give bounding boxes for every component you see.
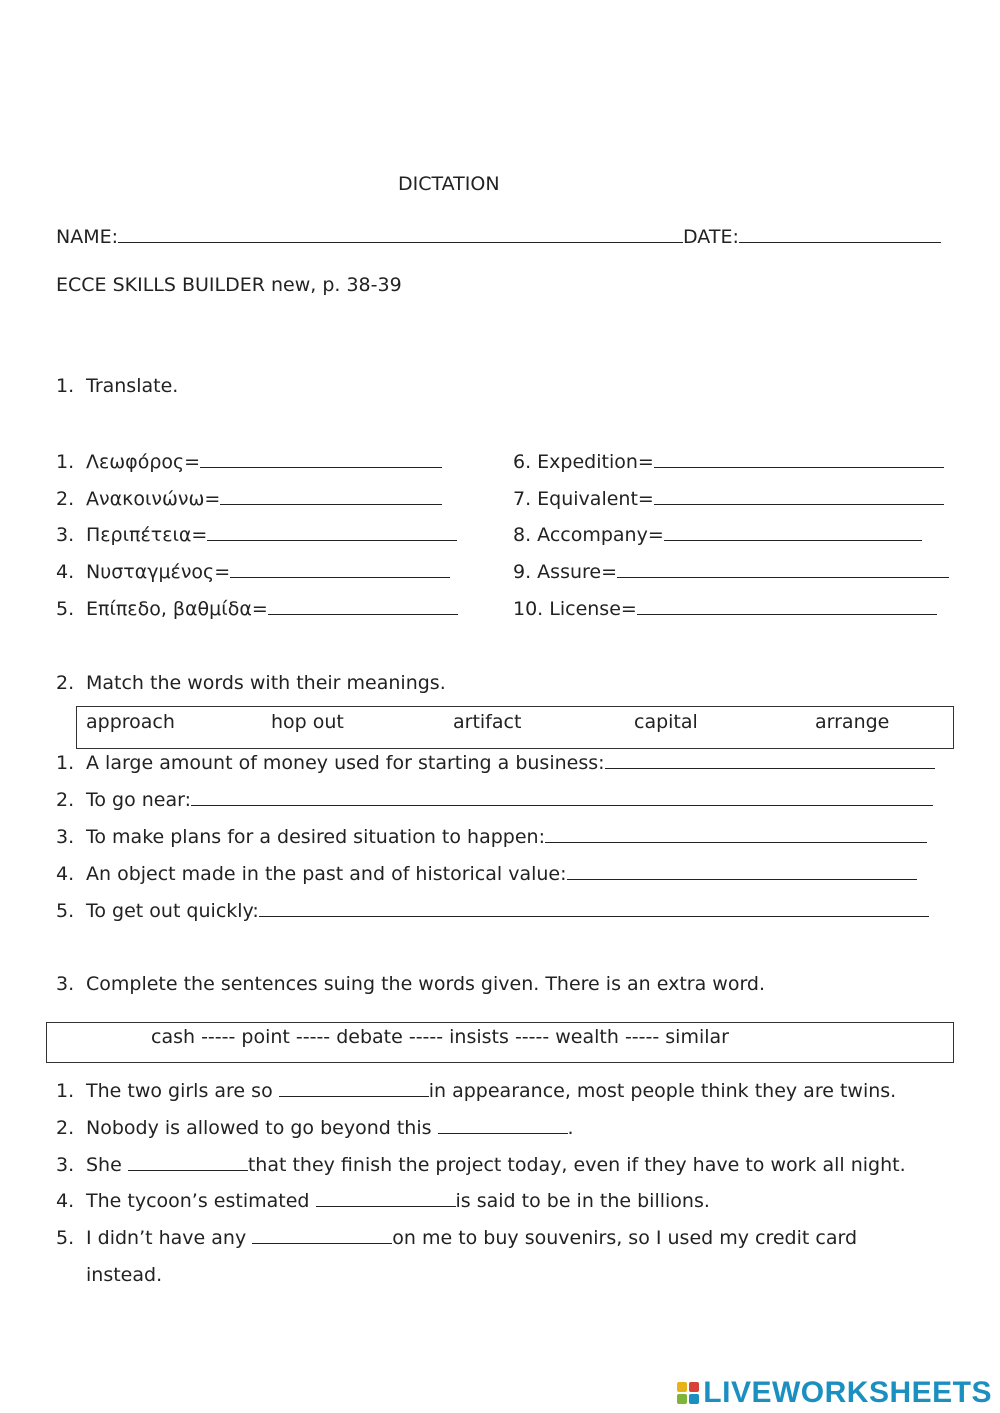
answer-blank[interactable] [191, 787, 933, 806]
logo-grid-icon [677, 1382, 699, 1404]
answer-blank[interactable] [567, 861, 917, 880]
answer-blank[interactable] [200, 449, 442, 468]
answer-blank[interactable] [545, 824, 927, 843]
match-word: hop out [271, 711, 344, 733]
source-reference: ECCE SKILLS BUILDER new, p. 38-39 [56, 274, 402, 296]
translate-item: 5. Επίπεδο, βαθμίδα= [56, 596, 458, 621]
name-label: NAME: [56, 226, 119, 248]
match-item: 5. To get out quickly: [56, 898, 929, 923]
section1-heading: 1. Translate. [56, 375, 179, 397]
answer-blank[interactable] [438, 1115, 568, 1134]
translate-item: 1. Λεωφόρος= [56, 449, 442, 474]
translate-item: 9. Assure= [513, 559, 949, 584]
translate-item: 6. Expedition= [513, 449, 944, 474]
translate-item: 10. License= [513, 596, 937, 621]
section2-title: Match the words with their meanings. [86, 672, 446, 694]
section1-title: Translate. [86, 375, 179, 397]
page-title: DICTATION [398, 173, 500, 195]
sentence-item: 3. She that they finish the project today, even if they have to work all night. [56, 1154, 906, 1176]
answer-blank[interactable] [252, 1225, 392, 1244]
answer-blank[interactable] [207, 522, 457, 541]
translate-item: 4. Νυσταγμένος= [56, 559, 450, 584]
answer-blank[interactable] [279, 1078, 429, 1097]
section3-heading: 3. Complete the sentences suing the words given. There is an extra word. [56, 973, 766, 995]
match-word: capital [634, 711, 698, 733]
date-blank[interactable] [739, 224, 941, 243]
answer-blank[interactable] [654, 449, 944, 468]
match-item: 1. A large amount of money used for starting a business: [56, 750, 935, 775]
translate-item: 7. Equivalent= [513, 486, 944, 511]
answer-blank[interactable] [220, 486, 442, 505]
match-item: 4. An object made in the past and of historical value: [56, 861, 917, 886]
section2-heading: 2. Match the words with their meanings. [56, 672, 446, 694]
match-word: approach [86, 711, 175, 733]
section3-title: Complete the sentences suing the words given. There is an extra word. [86, 973, 766, 995]
translate-item: 2. Ανακοινώνω= [56, 486, 442, 511]
answer-blank[interactable] [316, 1188, 456, 1207]
brand-name: LIVEWORKSHEETS [703, 1376, 992, 1409]
date-label: DATE: [683, 226, 739, 248]
match-word: artifact [453, 711, 522, 733]
liveworksheets-logo [677, 1378, 992, 1408]
name-field [56, 224, 941, 249]
match-word: arrange [815, 711, 890, 733]
sentence-item: 5. I didn’t have any on me to buy souvenirs, so I used my credit card [56, 1227, 858, 1249]
answer-blank[interactable] [637, 596, 937, 615]
translate-item: 8. Accompany= [513, 522, 922, 547]
name-blank[interactable] [118, 224, 683, 243]
sentence-item: 4. The tycoon’s estimated is said to be in the billions. [56, 1190, 710, 1212]
sentence-item: 1. The two girls are so in appearance, most people think they are twins. [56, 1080, 897, 1102]
answer-blank[interactable] [268, 596, 458, 615]
match-item: 3. To make plans for a desired situation to happen: [56, 824, 927, 849]
sentence-continuation: instead. [86, 1264, 163, 1286]
answer-blank[interactable] [617, 559, 949, 578]
answer-blank[interactable] [654, 486, 944, 505]
match-item: 2. To go near: [56, 787, 933, 812]
answer-blank[interactable] [259, 898, 929, 917]
translate-item: 3. Περιπέτεια= [56, 522, 457, 547]
sentence-item: 2. Nobody is allowed to go beyond this . [56, 1117, 574, 1139]
answer-blank[interactable] [605, 750, 935, 769]
answer-blank[interactable] [230, 559, 450, 578]
answer-blank[interactable] [664, 522, 922, 541]
word-bank: cash ----- point ----- debate ----- insists ----- wealth ----- similar [151, 1026, 729, 1048]
answer-blank[interactable] [128, 1152, 248, 1171]
